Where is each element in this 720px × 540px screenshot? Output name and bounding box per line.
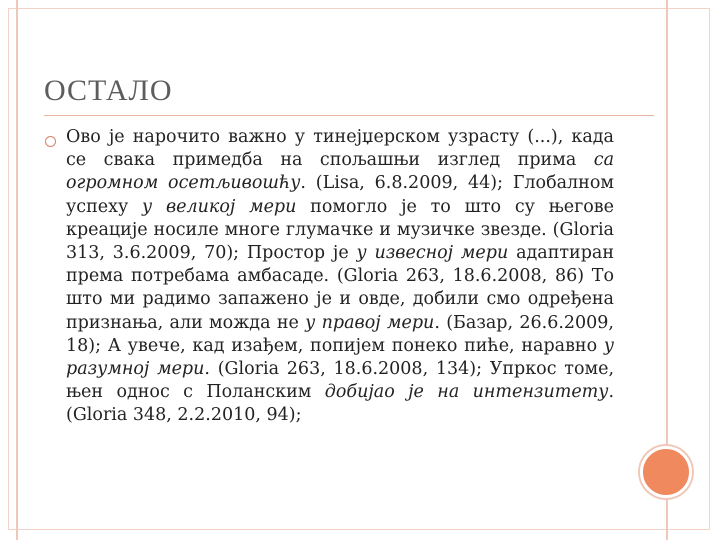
italic-segment: у правој мери — [305, 312, 435, 333]
title-divider — [44, 115, 654, 116]
decorative-circle — [640, 446, 692, 498]
bullet-icon — [45, 136, 56, 147]
slide-title: ОСТАЛО — [44, 74, 173, 107]
text-segment: . (Gloria 263, 18.6.2008, 134); Упркос томе, њен однос с Поланским — [66, 359, 615, 403]
italic-segment: у извесној мери — [356, 243, 509, 264]
text-segment: . (Gloria 348, 2.2.2010, 94); — [66, 382, 615, 426]
text-segment: помогло је то што су његове креације носиле многе глумачке и музичке звезде. (Gloria 313, 3.6.2009, 70); Простор је — [66, 196, 614, 264]
left-decorative-rule — [16, 0, 18, 540]
text-segment: . (Lisa, 6.8.2009, 44); Глобалном успеху — [66, 173, 614, 217]
italic-segment: са огромном осетљивошћу — [66, 150, 614, 194]
text-segment: Ово је нарочито важно у тинејџерском узрасту (...), када се свака примедба на спољашњи изглед прима — [66, 127, 614, 171]
italic-segment: у разумној мери — [66, 335, 614, 380]
italic-segment: у великој мери — [142, 196, 297, 217]
body-paragraph — [66, 126, 614, 428]
text-segment: . (Базар, 26.6.2009, 18); А увече, кад изађем, попијем понеко пиће, наравно — [66, 312, 614, 356]
text-segment: адаптиран према потребама амбасаде. (Gloria 263, 18.6.2008, 86) То што ми радимо запажено је и овде, добили смо одређена признања, али можда не — [66, 243, 615, 333]
italic-segment: добијао је на интензитету — [324, 382, 609, 403]
